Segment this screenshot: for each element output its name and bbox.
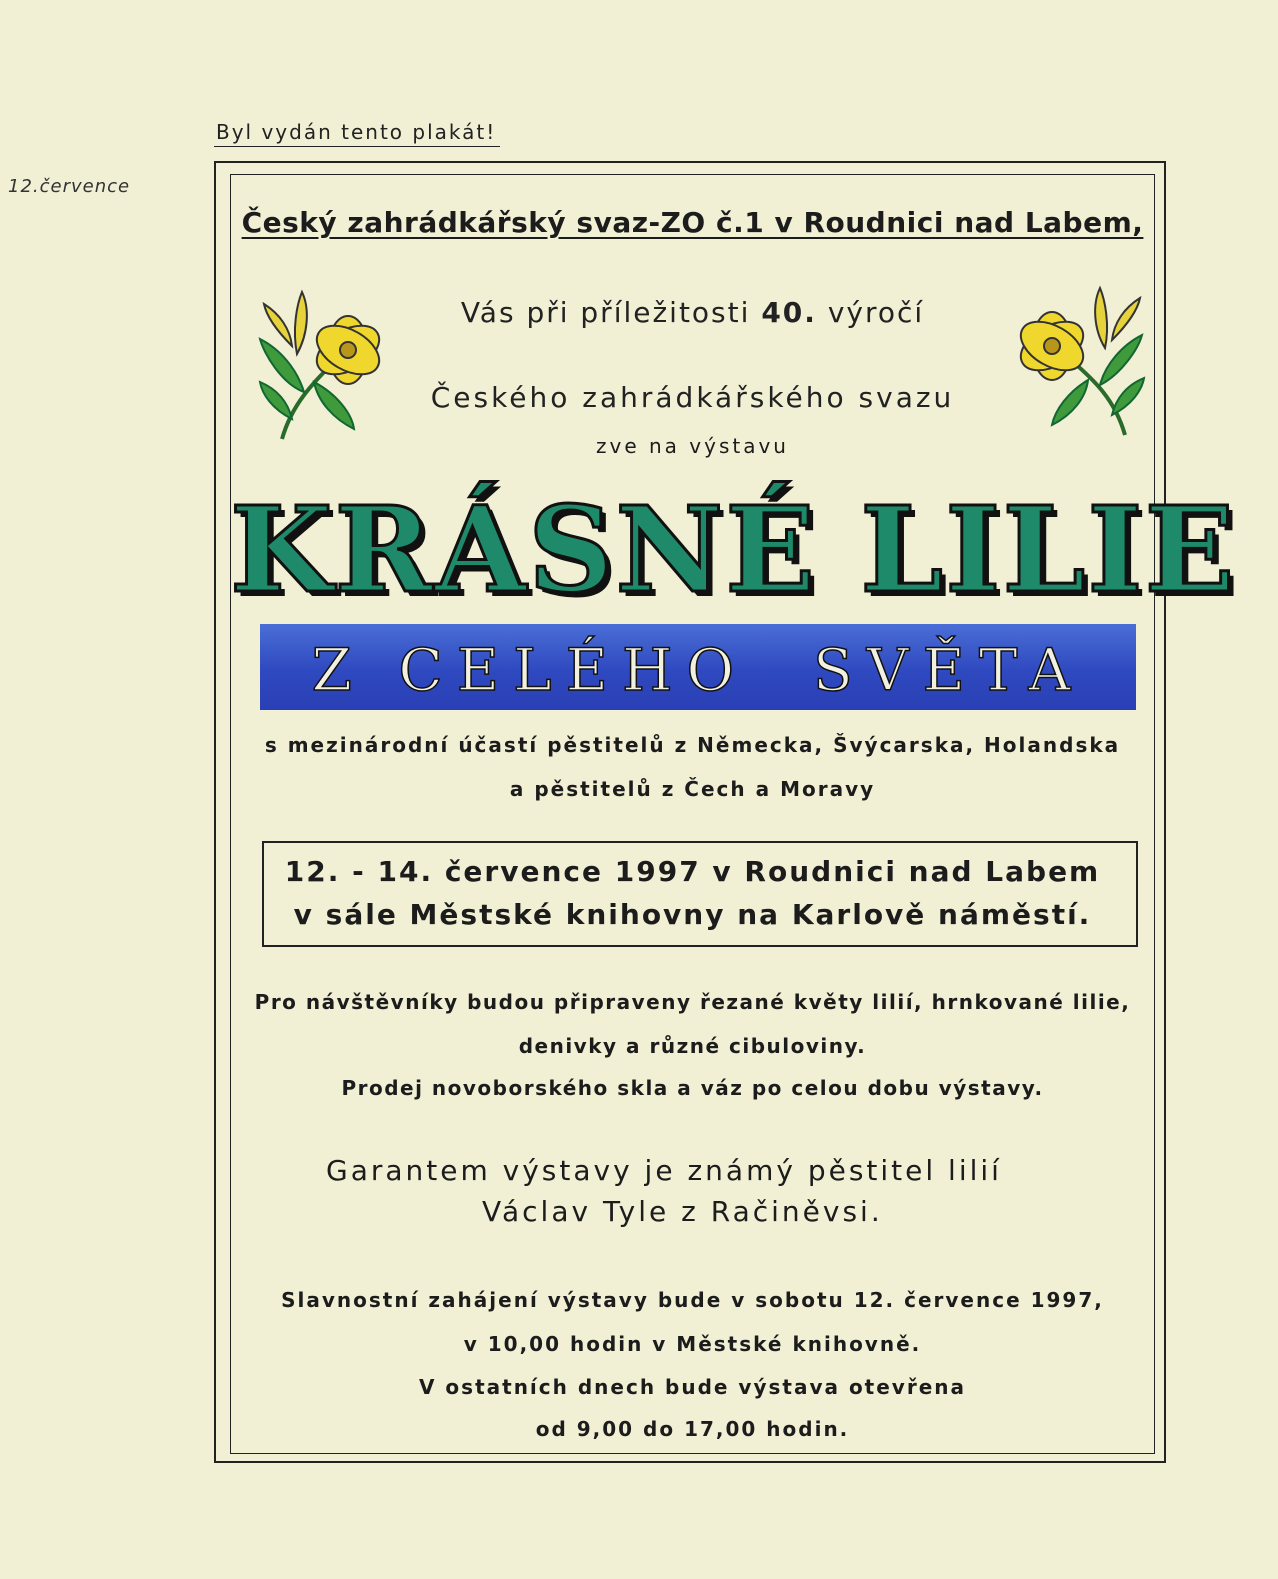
- guarantor-line-1: Garantem výstavy je známý pěstitel lilií: [326, 1154, 1002, 1187]
- opening-line-3: V ostatních dnech bude výstava otevřena: [418, 1375, 967, 1399]
- participation-line-2: a pěstitelů z Čech a Moravy: [509, 777, 876, 801]
- visitors-line-1: Pro návštěvníky budou připraveny řezané květy lilií, hrnkované lilie,: [254, 990, 1131, 1014]
- poster-subtitle: Z CELÉHO SVĚTA: [311, 636, 1085, 704]
- date-line-1: 12. - 14. července 1997 v Roudnici nad Labem: [284, 855, 1101, 888]
- occasion-line-2: Českého zahrádkářského svazu: [430, 381, 955, 414]
- lily-right-icon: [1000, 280, 1150, 440]
- visitors-line-3: Prodej novoborského skla a váz po celou dobu výstavy.: [341, 1076, 1044, 1100]
- opening-line-4: od 9,00 do 17,00 hodin.: [535, 1417, 850, 1441]
- opening-line-1: Slavnostní zahájení výstavy bude v sobotu 12. července 1997,: [281, 1288, 1104, 1312]
- margin-date-note: 12.července: [8, 176, 131, 197]
- participation-line-1: s mezinárodní účastí pěstitelů z Německa, Švýcarska, Holandska: [264, 733, 1121, 757]
- guarantor-line-2: Václav Tyle z Račiněvsi.: [482, 1195, 883, 1228]
- opening-line-2: v 10,00 hodin v Městské knihovně.: [463, 1332, 922, 1356]
- occasion-number: 40.: [761, 296, 817, 329]
- organizer-heading: Český zahrádkářský svaz-ZO č.1 v Roudnici nad Labem,: [241, 206, 1144, 239]
- occasion-pre: Vás při příležitosti: [460, 296, 751, 329]
- visitors-line-2: denivky a různé cibuloviny.: [518, 1034, 867, 1058]
- date-line-2: v sále Městské knihovny na Karlově náměstí.: [293, 898, 1092, 931]
- invite-line: zve na výstavu: [596, 434, 789, 458]
- handwritten-header-note: Byl vydán tento plakát!: [214, 120, 500, 147]
- poster-title: KRÁSNÉ LILIE: [230, 480, 1237, 619]
- occasion-post: výročí: [827, 296, 925, 329]
- lily-left-icon: [252, 284, 402, 444]
